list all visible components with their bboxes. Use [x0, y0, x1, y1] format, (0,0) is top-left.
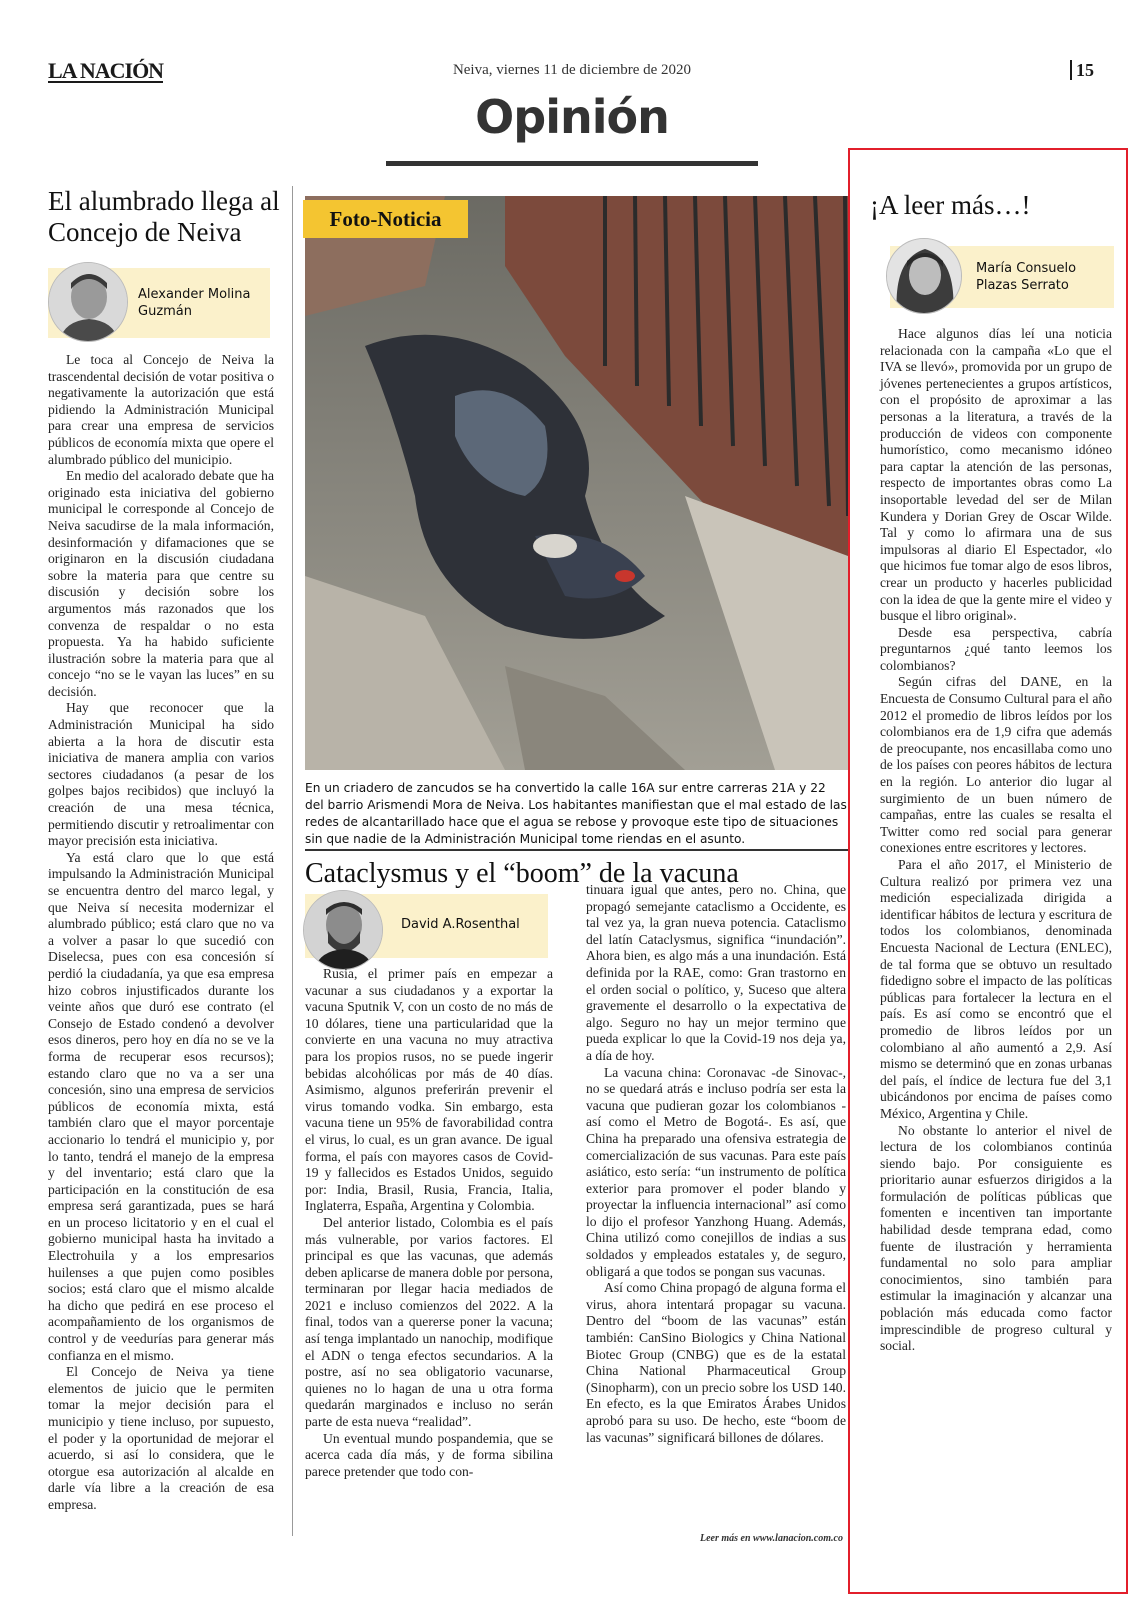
left-author-name: Alexander Molina Guzmán	[138, 287, 251, 319]
right-author-avatar	[886, 238, 962, 314]
right-article-headline: ¡A leer más…!	[870, 190, 1031, 220]
photo-caption: En un criadero de zancudos se ha convertido la calle 16A sur entre carreras 21A y 22 del barrio Arismendi Mora de Neiva. Los habitantes manifiestan que el mal estado de las redes de alcantarillado hace que el agua se rebose y provoque este tipo de situaciones sin que nadie de la Administración Municipal tome riendas en el asunto.	[305, 781, 847, 846]
paragraph: Rusia, el primer país en empezar a vacunar a sus ciudadanos y a exportar la vacuna Sputnik V, con un costo de no más de 10 dólares, tiene una particularidad que la convierte en una vacuna no muy atractiva para los propios rusos, no se puede ingerir bebidas alcohólicas por más de 40 días. Asimismo, algunos preferirán prevenir el virus tomando vodka. Sin embargo, esta vacuna tiene un 95% de favorabilidad contra el virus, lo cual, es un gran avance. De igual forma, el país con mayores casos de Covid-19 y fallecidos es Estados Unidos, seguido por: India, Brasil, Rusia, Francia, Italia, Inglaterra, España, Argentina y Colombia.	[305, 966, 553, 1214]
paragraph: Hay que reconocer que la Administración Municipal ha sido abierta a la hora de discutir esta iniciativa de manera amplia con varios sectores ciudadanos (a pesar de los golpes bajos recibidos) que incluyó la creación de una mesa técnica, permitiendo discutir y retroalimentar con mayor precisión esta iniciativa.	[48, 700, 274, 849]
left-article-headline: El alumbrado llega al Concejo de Neiva	[48, 186, 280, 247]
center-author-name: David A.Rosenthal	[401, 917, 520, 932]
caption-rule	[305, 849, 848, 851]
photo-news-tag: Foto-Noticia	[303, 200, 468, 238]
center-article-col1	[305, 966, 553, 1480]
paragraph: Ya está claro que lo que está impulsando la Administración Municipal se encuentra dentro del marco legal, y que Neiva sí necesita modernizar el alumbrado público; está claro que no va a volver a pasar lo que sucedió con Diselecsa, pues con esa concesión sí perdió la ciudadanía, ya que esa empresa hizo cobros injustificados durante los veinte años que duró ese contrato (el Consejo de Estado condenó a devolver esos dineros, pero hoy en día no se ve la forma de recuperar esos recursos); estando claro que no va a ser una concesión, sino una empresa de servicios públicos de economía mixta, está también claro que el mayor porcentaje accionario lo tendrá el municipio y, por lo tanto, tendrá el manejo de la empresa y del inventario; está claro que la participación en la constitución de esa empresa será garantizada, pues se hará en un proceso licitatorio y en el cual el gobierno municipal hasta ha invitado a Electrohuila y a los empresarios huilenses a que pujen como posibles socios; está claro que el mismo alcalde ha dicho que pedirá en ese proceso el acompañamiento de los organismos de control y de veedurías para generar más confianza en el mismo.	[48, 849, 274, 1363]
right-author-name: María Consuelo Plazas Serrato	[976, 261, 1077, 293]
paragraph: Un eventual mundo pospandemia, que se acerca cada día más, y de forma sibilina parece pretender que todo con-	[305, 1430, 553, 1479]
page-number: 15	[1070, 60, 1094, 80]
news-photo	[305, 196, 848, 770]
right-article-body	[880, 326, 1112, 1355]
paragraph: En medio del acalorado debate que ha originado esta iniciativa del gobierno municipal le corresponde al Concejo de Neiva sacudirse de la mala información, desinformación y difamaciones que se originaron en la discusión ciudadana sobre la materia para que centre su discusión y decisión sobre los argumentos más razonados que los convenza de respaldar o no esta propuesta. Ya ha habido suficiente ilustración sobre la materia para que al concejo “no se le vayan las luces” en su decisión.	[48, 468, 274, 699]
right-author-box	[890, 246, 1114, 308]
column-divider	[292, 186, 293, 1536]
center-author-box	[305, 894, 548, 958]
section-rule	[386, 161, 758, 166]
left-author-box	[48, 268, 270, 338]
paragraph: Según cifras del DANE, en la Encuesta de Consumo Cultural para el año 2012 el promedio de libros leídos por los colombianos era de 1,9 cifra que además de preocupante, nos encasillaba como uno de los países con peores hábitos de lectura en la región. Lo anterior dio lugar al surgimiento de un buen número de campañas, entre las cuales se resalta el Twitter como red social para generar conexiones entre escritores y lectores.	[880, 674, 1112, 856]
left-author-avatar	[48, 262, 128, 342]
section-title: Opinión	[475, 90, 669, 144]
center-author-avatar	[303, 890, 383, 970]
paragraph: Así como China propagó de alguna forma el virus, ahora intentará propagar su vacuna. Dentro del “boom de las vacunas” están también: CanSino Biologics y China National Biotec Group (CNBG) que es de la estatal China National Pharmaceutical Group (Sinopharm), con un precio sobre los USD 140. En efecto, es la que Emiratos Árabes Unidos aprobó para su uso. De hecho, este “boom de las vacunas” significará billones de dólares.	[586, 1280, 846, 1445]
paragraph: tinuara igual que antes, pero no. China, que propagó semejante cataclismo a Occidente, es tal vez ya, la gran nueva potencia. Cataclismo del latín Cataclysmus, significa “inundación”. Ahora bien, es algo más a una inundación. Está definida por la RAE, como: Gran trastorno en el orden social o político, y, Suceso que altera gravemente el desarrollo o la expectativa de algo. Seguro no hay un mejor termino que pueda explicar lo que la Covid-19 nos deja ya, a día de hoy.	[586, 882, 846, 1063]
paragraph: Hace algunos días leí una noticia relacionada con la campaña «Lo que el IVA se llevó», promovida por un grupo de jóvenes pertenecientes a grupos artísticos, con el propósito de aproximar a las personas a la literatura, a través de la producción de videos con componente humorístico, como mecanismo idóneo para captar la atención de las personas, respecto de importantes obras como La insoportable levedad del ser de Milan Kundera y Dorian Grey de Oscar Wilde. Tal y como lo afirmara una de sus impulsoras al diario El Espectador, «lo que hicimos fue tomar algo de esos libros, crear un producto y hacerles publicidad con la idea de que la gente mire el video y busque el libro original».	[880, 326, 1112, 624]
paragraph: Del anterior listado, Colombia es el país más vulnerable, por varios factores. El principal es que las vacunas, que además deben aplicarse de manera doble por persona, terminaran por llegar hacia mediados de 2021 e incluso comienzos del 2022. A la final, todos van a quererse poner la vacuna; así tenga implantado un nanochip, modifique el ADN o tenga efectos secundarios. A la postre, así no sea obligatorio vacunarse, quienes no lo hagan de una u otra forma quedarán marginados e incluso no serán parte de esta nueva “realidad”.	[305, 1214, 553, 1430]
paragraph: Desde esa perspectiva, cabría preguntarnos ¿qué tanto leemos los colombianos?	[880, 624, 1112, 673]
newspaper-masthead: LA NACIÓN	[48, 58, 164, 83]
center-article-headline: Cataclysmus y el “boom” de la vacuna	[305, 858, 739, 889]
paragraph: El Concejo de Neiva ya tiene elementos de juicio que le permiten tomar la mejor decisión para el municipio y tiene incluso, por supuesto, el poder y la oportunidad de mejorar el acuerdo, si así lo considera, que le otorgue esa autorización al alcalde en darle vía libre a la creación de esa empresa.	[48, 1364, 274, 1512]
read-more-link[interactable]: Leer más en www.lanacion.com.co	[700, 1533, 843, 1544]
paragraph: La vacuna china: Coronavac -de Sinovac-, no se quedará atrás e incluso podría ser esta la vacuna que pudieran gozar los colombianos -así como el Metro de Bogotá-. Es así, que China ha preparado una ofensiva estrategia de comercialización de sus vacunas. Para este país asiático, esto sería: “un instrumento de política exterior para promover el poder blando y proyectar la influencia internacional” así como lo dijo el profesor Yanzhong Huang. Además, China utilizó como conejillos de indias a sus soldados y empleados estatales y, de seguro, obligará a que todos se pongan sus vacunas.	[586, 1064, 846, 1279]
dateline: Neiva, viernes 11 de diciembre de 2020	[452, 62, 692, 78]
paragraph: No obstante lo anterior el nivel de lectura de los colombianos continúa siendo bajo. Por consiguiente es prioritario aunar esfuerzos dirigidos a la formulación de políticas públicas que fomenten e incentiven tan importante habilidad desde temprana edad, como fuente de ilustración y herramienta fundamental no solo para ampliar conocimientos, sino también para estimular la imaginación y alcanzar una población más educada como factor imprescindible de progreso cultural y social.	[880, 1122, 1112, 1354]
center-article-col2	[586, 882, 846, 1446]
paragraph: Para el año 2017, el Ministerio de Cultura realizó por primera vez una medición especializada dirigida a identificar hábitos de lectura y escritura de todos los colombianos, denominada Encuesta Nacional de Lectura (ENLEC), de tal forma que se obtuvo un resultado fidedigno sobre el impacto de las políticas públicas para fortalecer la lectura en el país. Es así como se encontró que el promedio de libros leídos por un colombiano al año aumentó a 2,9. Así mismo se determinó que en zonas urbanas del país, el índice de lectura fue del 3,1 ubicándonos por encima de países como México, Argentina y Chile.	[880, 857, 1112, 1121]
left-article-body	[48, 352, 274, 1514]
paragraph: Le toca al Concejo de Neiva la trascendental decisión de votar positiva o negativamente la autorización que está pidiendo la Administración Municipal para crear una empresa de servicios públicos de economía mixta que opere el alumbrado público del municipio.	[48, 352, 274, 467]
